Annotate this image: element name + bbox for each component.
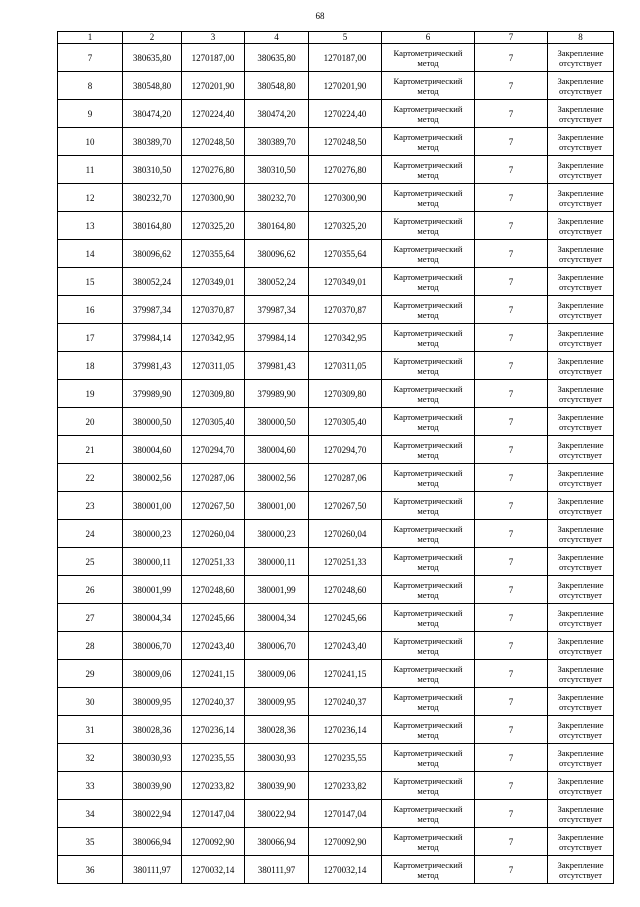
table-cell: Картометрический метод — [382, 744, 475, 772]
table-cell: 28 — [58, 632, 123, 660]
column-header: 4 — [245, 32, 309, 44]
table-cell: 1270294,70 — [182, 436, 245, 464]
table-cell: 12 — [58, 184, 123, 212]
table-cell: 1270032,14 — [182, 856, 245, 884]
column-header: 1 — [58, 32, 123, 44]
table-cell: Картометрический метод — [382, 184, 475, 212]
table-cell: 380001,00 — [123, 492, 182, 520]
table-cell: 380232,70 — [123, 184, 182, 212]
column-header: 8 — [548, 32, 614, 44]
table-cell: 8 — [58, 72, 123, 100]
table-cell: Картометрический метод — [382, 856, 475, 884]
table-cell: Закрепление отсутствует — [548, 72, 614, 100]
table-cell: 1270245,66 — [182, 604, 245, 632]
table-cell: 7 — [475, 44, 548, 72]
table-cell: 7 — [475, 240, 548, 268]
table-row — [58, 548, 614, 576]
table-row — [58, 856, 614, 884]
table-cell: Картометрический метод — [382, 380, 475, 408]
table-cell: 7 — [475, 436, 548, 464]
table-cell: 380004,60 — [245, 436, 309, 464]
table-cell: 1270251,33 — [182, 548, 245, 576]
table-cell: 21 — [58, 436, 123, 464]
table-cell: 1270342,95 — [182, 324, 245, 352]
table-cell: Картометрический метод — [382, 548, 475, 576]
table-cell: 7 — [475, 128, 548, 156]
table-row — [58, 688, 614, 716]
table-cell: 1270276,80 — [309, 156, 382, 184]
table-cell: 7 — [475, 72, 548, 100]
table-cell: 1270370,87 — [182, 296, 245, 324]
table-cell: Картометрический метод — [382, 324, 475, 352]
table-cell: 26 — [58, 576, 123, 604]
table-cell: Закрепление отсутствует — [548, 44, 614, 72]
table-cell: 380002,56 — [123, 464, 182, 492]
table-row — [58, 268, 614, 296]
table-cell: Картометрический метод — [382, 156, 475, 184]
table-row — [58, 184, 614, 212]
table-cell: 380232,70 — [245, 184, 309, 212]
table-row — [58, 72, 614, 100]
table-cell: 1270240,37 — [182, 688, 245, 716]
table-cell: Картометрический метод — [382, 716, 475, 744]
table-cell: 380635,80 — [123, 44, 182, 72]
table-cell: 380039,90 — [245, 772, 309, 800]
table-cell: 379987,34 — [245, 296, 309, 324]
table-cell: 380000,11 — [123, 548, 182, 576]
table-cell: 7 — [475, 772, 548, 800]
table-cell: Закрепление отсутствует — [548, 828, 614, 856]
table-cell: 7 — [475, 576, 548, 604]
table-cell: 1270248,60 — [309, 576, 382, 604]
table-cell: 380052,24 — [123, 268, 182, 296]
table-row — [58, 800, 614, 828]
table-cell: 32 — [58, 744, 123, 772]
table-cell: 380028,36 — [123, 716, 182, 744]
table-cell: 380111,97 — [245, 856, 309, 884]
table-cell: Картометрический метод — [382, 268, 475, 296]
table-cell: 1270241,15 — [182, 660, 245, 688]
table-cell: 7 — [475, 184, 548, 212]
table-cell: 380000,23 — [245, 520, 309, 548]
table-cell: Закрепление отсутствует — [548, 688, 614, 716]
table-cell: Закрепление отсутствует — [548, 548, 614, 576]
table-cell: 7 — [475, 324, 548, 352]
table-cell: Закрепление отсутствует — [548, 464, 614, 492]
table-row — [58, 324, 614, 352]
column-header: 5 — [309, 32, 382, 44]
table-cell: 1270092,90 — [309, 828, 382, 856]
table-cell: 380474,20 — [123, 100, 182, 128]
table-cell: 380006,70 — [245, 632, 309, 660]
table-cell: 1270032,14 — [309, 856, 382, 884]
table-cell: 380009,95 — [245, 688, 309, 716]
table-cell: 380028,36 — [245, 716, 309, 744]
table-cell: Закрепление отсутствует — [548, 436, 614, 464]
table-body — [58, 44, 614, 884]
table-cell: 11 — [58, 156, 123, 184]
table-cell: 7 — [475, 800, 548, 828]
table-cell: 7 — [475, 744, 548, 772]
table-cell: 380066,94 — [245, 828, 309, 856]
table-cell: 16 — [58, 296, 123, 324]
table-cell: Закрепление отсутствует — [548, 716, 614, 744]
table-cell: Картометрический метод — [382, 604, 475, 632]
table-cell: Картометрический метод — [382, 492, 475, 520]
table-row — [58, 660, 614, 688]
table-row — [58, 576, 614, 604]
table-row — [58, 492, 614, 520]
table-cell: 7 — [475, 408, 548, 436]
column-header: 3 — [182, 32, 245, 44]
table-cell: 1270235,55 — [182, 744, 245, 772]
table-cell: 380111,97 — [123, 856, 182, 884]
table-cell: Закрепление отсутствует — [548, 184, 614, 212]
table-cell: 1270243,40 — [309, 632, 382, 660]
page-number: 68 — [315, 11, 325, 21]
table-cell: 380000,50 — [123, 408, 182, 436]
table-cell: 7 — [475, 716, 548, 744]
table-row — [58, 632, 614, 660]
table-cell: 1270251,33 — [309, 548, 382, 576]
table-cell: Картометрический метод — [382, 800, 475, 828]
table-cell: 379989,90 — [245, 380, 309, 408]
table-cell: 380030,93 — [123, 744, 182, 772]
table-cell: 7 — [475, 352, 548, 380]
table-cell: Картометрический метод — [382, 352, 475, 380]
table-cell: Картометрический метод — [382, 632, 475, 660]
table-cell: 379984,14 — [123, 324, 182, 352]
table-cell: 7 — [475, 828, 548, 856]
table-cell: 1270147,04 — [182, 800, 245, 828]
table-row — [58, 828, 614, 856]
table-cell: 7 — [475, 100, 548, 128]
table-cell: 24 — [58, 520, 123, 548]
table-cell: 1270309,80 — [309, 380, 382, 408]
table-cell: 1270305,40 — [182, 408, 245, 436]
table-cell: Закрепление отсутствует — [548, 520, 614, 548]
table-cell: 380004,34 — [123, 604, 182, 632]
table-cell: Закрепление отсутствует — [548, 576, 614, 604]
table-cell: 7 — [475, 212, 548, 240]
table-cell: 380009,95 — [123, 688, 182, 716]
table-cell: 1270294,70 — [309, 436, 382, 464]
table-cell: 1270355,64 — [309, 240, 382, 268]
table-cell: 1270147,04 — [309, 800, 382, 828]
table-cell: 1270267,50 — [309, 492, 382, 520]
table-cell: 7 — [475, 688, 548, 716]
table-cell: Закрепление отсутствует — [548, 604, 614, 632]
table-cell: 19 — [58, 380, 123, 408]
table-cell: 7 — [475, 604, 548, 632]
table-cell: 380548,80 — [123, 72, 182, 100]
table-cell: 9 — [58, 100, 123, 128]
table-cell: Картометрический метод — [382, 100, 475, 128]
table-cell: Картометрический метод — [382, 520, 475, 548]
table-cell: 380310,50 — [123, 156, 182, 184]
table-cell: 380001,00 — [245, 492, 309, 520]
table-cell: 30 — [58, 688, 123, 716]
table-cell: 7 — [475, 380, 548, 408]
table-cell: 380164,80 — [245, 212, 309, 240]
table-cell: 1270201,90 — [182, 72, 245, 100]
table-cell: 379987,34 — [123, 296, 182, 324]
table-cell: 380635,80 — [245, 44, 309, 72]
table-cell: Закрепление отсутствует — [548, 268, 614, 296]
table-cell: 1270355,64 — [182, 240, 245, 268]
table-cell: 1270287,06 — [182, 464, 245, 492]
table-cell: 379984,14 — [245, 324, 309, 352]
table-row — [58, 128, 614, 156]
table-row — [58, 212, 614, 240]
table-cell: 1270325,20 — [182, 212, 245, 240]
table-cell: Картометрический метод — [382, 464, 475, 492]
table-cell: 380004,34 — [245, 604, 309, 632]
table-cell: Закрепление отсутствует — [548, 380, 614, 408]
column-header: 7 — [475, 32, 548, 44]
table-cell: Картометрический метод — [382, 660, 475, 688]
table-cell: Закрепление отсутствует — [548, 772, 614, 800]
table-cell: 1270260,04 — [182, 520, 245, 548]
table-row — [58, 156, 614, 184]
table-cell: 1270187,00 — [182, 44, 245, 72]
table-cell: 380474,20 — [245, 100, 309, 128]
table-cell: 22 — [58, 464, 123, 492]
table-header — [58, 32, 614, 44]
table-cell: Картометрический метод — [382, 576, 475, 604]
table-row — [58, 296, 614, 324]
table-cell: 380096,62 — [245, 240, 309, 268]
table-cell: 20 — [58, 408, 123, 436]
table-cell: 1270267,50 — [182, 492, 245, 520]
table-cell: Картометрический метод — [382, 240, 475, 268]
table-cell: 17 — [58, 324, 123, 352]
table-cell: 380039,90 — [123, 772, 182, 800]
table-cell: Закрепление отсутствует — [548, 800, 614, 828]
table-cell: 1270240,37 — [309, 688, 382, 716]
table-cell: 380004,60 — [123, 436, 182, 464]
table-cell: 380389,70 — [245, 128, 309, 156]
table-cell: 1270370,87 — [309, 296, 382, 324]
table-cell: 1270233,82 — [309, 772, 382, 800]
table-cell: 380310,50 — [245, 156, 309, 184]
table-cell: 7 — [475, 548, 548, 576]
table-cell: 1270241,15 — [309, 660, 382, 688]
table-cell: 34 — [58, 800, 123, 828]
table-cell: 1270342,95 — [309, 324, 382, 352]
table-cell: 380030,93 — [245, 744, 309, 772]
table-cell: 7 — [58, 44, 123, 72]
table-cell: Закрепление отсутствует — [548, 408, 614, 436]
table-cell: 1270248,50 — [182, 128, 245, 156]
table-cell: 33 — [58, 772, 123, 800]
table-row — [58, 408, 614, 436]
table-cell: 1270092,90 — [182, 828, 245, 856]
table-cell: 36 — [58, 856, 123, 884]
table-cell: 380548,80 — [245, 72, 309, 100]
table-cell: 1270305,40 — [309, 408, 382, 436]
table-cell: Картометрический метод — [382, 688, 475, 716]
table-cell: 380006,70 — [123, 632, 182, 660]
table-cell: 1270349,01 — [182, 268, 245, 296]
table-row — [58, 44, 614, 72]
table-cell: Картометрический метод — [382, 772, 475, 800]
table-cell: Закрепление отсутствует — [548, 212, 614, 240]
table-cell: 1270349,01 — [309, 268, 382, 296]
table-cell: 7 — [475, 660, 548, 688]
table-cell: 380001,99 — [245, 576, 309, 604]
table-cell: 1270224,40 — [182, 100, 245, 128]
table-cell: 380066,94 — [123, 828, 182, 856]
table-cell: 1270300,90 — [182, 184, 245, 212]
table-cell: Картометрический метод — [382, 44, 475, 72]
column-header: 6 — [382, 32, 475, 44]
table-cell: Закрепление отсутствует — [548, 156, 614, 184]
table-cell: 7 — [475, 856, 548, 884]
table-cell: 7 — [475, 632, 548, 660]
table-cell: Картометрический метод — [382, 296, 475, 324]
table-cell: 380096,62 — [123, 240, 182, 268]
table-cell: 7 — [475, 520, 548, 548]
table-cell: 1270309,80 — [182, 380, 245, 408]
table-cell: 1270248,50 — [309, 128, 382, 156]
table-cell: Закрепление отсутствует — [548, 660, 614, 688]
table-cell: 13 — [58, 212, 123, 240]
table-cell: Закрепление отсутствует — [548, 100, 614, 128]
table-cell: 25 — [58, 548, 123, 576]
table-cell: Закрепление отсутствует — [548, 856, 614, 884]
table-cell: 1270276,80 — [182, 156, 245, 184]
table-cell: 379981,43 — [123, 352, 182, 380]
table-row — [58, 604, 614, 632]
table-cell: 7 — [475, 296, 548, 324]
table-cell: 1270311,05 — [309, 352, 382, 380]
table-cell: 380009,06 — [123, 660, 182, 688]
table-cell: 7 — [475, 464, 548, 492]
table-cell: 1270325,20 — [309, 212, 382, 240]
table-cell: 1270287,06 — [309, 464, 382, 492]
table-cell: Картометрический метод — [382, 828, 475, 856]
table-cell: Закрепление отсутствует — [548, 324, 614, 352]
table-cell: Закрепление отсутствует — [548, 492, 614, 520]
table-row — [58, 100, 614, 128]
table-cell: 380389,70 — [123, 128, 182, 156]
table-cell: 18 — [58, 352, 123, 380]
table-cell: 1270235,55 — [309, 744, 382, 772]
table-cell: 29 — [58, 660, 123, 688]
table-cell: Картометрический метод — [382, 408, 475, 436]
table-cell: 14 — [58, 240, 123, 268]
table-cell: 7 — [475, 156, 548, 184]
table-cell: Закрепление отсутствует — [548, 240, 614, 268]
table-cell: Закрепление отсутствует — [548, 352, 614, 380]
table-row — [58, 744, 614, 772]
table-cell: 23 — [58, 492, 123, 520]
table-cell: 7 — [475, 268, 548, 296]
table-cell: 35 — [58, 828, 123, 856]
table-cell: 380052,24 — [245, 268, 309, 296]
table-cell: 380009,06 — [245, 660, 309, 688]
table-cell: 7 — [475, 492, 548, 520]
table-cell: 380001,99 — [123, 576, 182, 604]
table-cell: 1270311,05 — [182, 352, 245, 380]
table-cell: 1270260,04 — [309, 520, 382, 548]
table-cell: 380002,56 — [245, 464, 309, 492]
table-row — [58, 716, 614, 744]
table-cell: 27 — [58, 604, 123, 632]
table-cell: Закрепление отсутствует — [548, 128, 614, 156]
table-cell: Картометрический метод — [382, 212, 475, 240]
table-cell: Закрепление отсутствует — [548, 744, 614, 772]
table-cell: Картометрический метод — [382, 72, 475, 100]
table-cell: 1270187,00 — [309, 44, 382, 72]
table-row — [58, 352, 614, 380]
table-cell: 380164,80 — [123, 212, 182, 240]
coordinates-table — [57, 31, 614, 884]
column-header: 2 — [123, 32, 182, 44]
table-cell: Картометрический метод — [382, 436, 475, 464]
table-row — [58, 380, 614, 408]
table-cell: 1270236,14 — [309, 716, 382, 744]
table-cell: 380022,94 — [123, 800, 182, 828]
table-cell: 31 — [58, 716, 123, 744]
table-cell: 1270248,60 — [182, 576, 245, 604]
table-cell: 1270224,40 — [309, 100, 382, 128]
table-cell: 380000,50 — [245, 408, 309, 436]
table-cell: 1270245,66 — [309, 604, 382, 632]
table-row — [58, 464, 614, 492]
table-cell: 1270236,14 — [182, 716, 245, 744]
table-cell: Закрепление отсутствует — [548, 296, 614, 324]
table-cell: 379981,43 — [245, 352, 309, 380]
table-row — [58, 240, 614, 268]
table-row — [58, 436, 614, 464]
table-cell: 1270201,90 — [309, 72, 382, 100]
table-cell: 1270243,40 — [182, 632, 245, 660]
table-cell: 15 — [58, 268, 123, 296]
table-cell: 380022,94 — [245, 800, 309, 828]
table-cell: Закрепление отсутствует — [548, 632, 614, 660]
table-cell: 1270300,90 — [309, 184, 382, 212]
table-cell: 10 — [58, 128, 123, 156]
header-row — [58, 32, 614, 44]
table-cell: 380000,11 — [245, 548, 309, 576]
table-row — [58, 772, 614, 800]
table-cell: Картометрический метод — [382, 128, 475, 156]
table-cell: 379989,90 — [123, 380, 182, 408]
table-cell: 380000,23 — [123, 520, 182, 548]
table-cell: 1270233,82 — [182, 772, 245, 800]
table-row — [58, 520, 614, 548]
